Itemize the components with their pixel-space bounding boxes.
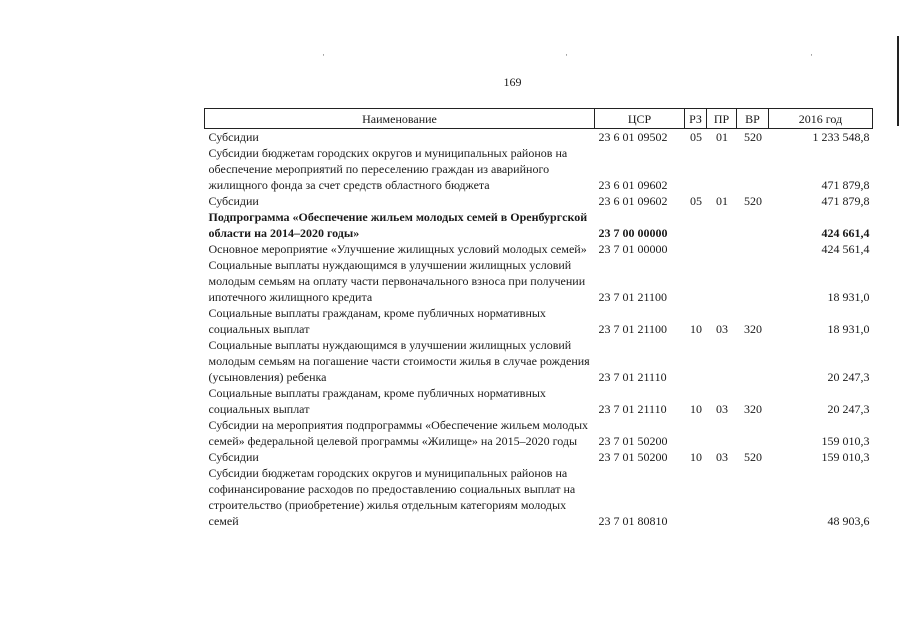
row-csr: 23 6 01 09502 [598, 130, 668, 144]
row-vr: 520 [744, 130, 762, 144]
row-pr [707, 145, 737, 193]
scan-speck: · [810, 50, 813, 60]
row-rz: 05 [690, 194, 702, 208]
row-vr: 320 [744, 322, 762, 336]
row-csr: 23 7 01 00000 [598, 242, 668, 256]
table-body [205, 129, 873, 530]
table-row [205, 129, 873, 146]
row-name: Субсидии [208, 450, 259, 464]
table-row [205, 337, 873, 385]
row-name: Социальные выплаты нуждающимся в улучшении жилищных условий молодым семьям на погашение части стоимости жилья в случае рождения (усыновления) ребенка [208, 338, 590, 384]
row-amount: 18 931,0 [827, 322, 870, 336]
row-name: Субсидии [208, 194, 259, 208]
row-rz: 10 [690, 322, 702, 336]
row-pr [707, 417, 737, 449]
row-amount: 471 879,8 [821, 178, 870, 192]
row-rz: 10 [690, 402, 702, 416]
row-csr: 23 7 01 21110 [598, 402, 667, 416]
row-csr: 23 7 01 50200 [598, 434, 668, 448]
row-csr: 23 7 01 21100 [598, 290, 668, 304]
header-rz: РЗ [685, 109, 707, 129]
table-row [205, 305, 873, 337]
row-amount: 18 931,0 [827, 290, 870, 304]
table-row [205, 193, 873, 209]
table-row [205, 385, 873, 417]
row-amount: 48 903,6 [827, 514, 870, 528]
row-name: Подпрограмма «Обеспечение жильем молодых семей в Оренбургской области на 2014–2020 годы» [208, 210, 588, 240]
row-name: Социальные выплаты гражданам, кроме публичных нормативных социальных выплат [208, 306, 546, 336]
row-rz [685, 465, 707, 529]
row-csr: 23 7 01 50200 [598, 450, 668, 464]
row-pr [707, 257, 737, 305]
row-vr [737, 465, 769, 529]
row-pr [707, 465, 737, 529]
row-name: Основное мероприятие «Улучшение жилищных условий молодых семей» [208, 242, 587, 256]
row-vr [737, 337, 769, 385]
header-csr: ЦСР [595, 109, 685, 129]
row-amount: 159 010,3 [821, 450, 870, 464]
row-rz [685, 145, 707, 193]
header-name: Наименование [205, 109, 595, 129]
header-year: 2016 год [769, 109, 873, 129]
row-csr: 23 7 01 21110 [598, 370, 667, 384]
budget-table [204, 108, 873, 529]
row-vr [737, 241, 769, 257]
row-pr: 01 [716, 130, 728, 144]
row-pr [707, 241, 737, 257]
header-vr: ВР [737, 109, 769, 129]
table-row [205, 449, 873, 465]
table-row [205, 465, 873, 529]
row-rz [685, 337, 707, 385]
row-pr: 01 [716, 194, 728, 208]
table-row [205, 417, 873, 449]
table-row [205, 241, 873, 257]
row-csr: 23 7 01 21100 [598, 322, 668, 336]
table-row [205, 257, 873, 305]
row-amount: 20 247,3 [827, 402, 870, 416]
row-vr [737, 145, 769, 193]
row-pr: 03 [716, 322, 728, 336]
row-csr: 23 7 01 80810 [598, 514, 668, 528]
row-pr [707, 337, 737, 385]
row-rz [685, 417, 707, 449]
table-row [205, 209, 873, 241]
row-vr [737, 417, 769, 449]
page-number: 169 [503, 75, 522, 89]
row-amount: 1 233 548,8 [812, 130, 870, 144]
row-name: Субсидии бюджетам городских округов и муниципальных районов на обеспечение мероприятий по переселению граждан из аварийного жилищного фонда за счет средств областного бюджета [208, 146, 568, 192]
row-vr [737, 209, 769, 241]
row-amount: 471 879,8 [821, 194, 870, 208]
row-csr: 23 6 01 09602 [598, 178, 668, 192]
row-pr: 03 [716, 402, 728, 416]
row-csr: 23 6 01 09602 [598, 194, 668, 208]
row-vr: 520 [744, 194, 762, 208]
row-vr: 520 [744, 450, 762, 464]
table-header-row [205, 109, 873, 129]
row-amount: 159 010,3 [821, 434, 870, 448]
header-pr: ПР [707, 109, 737, 129]
row-name: Социальные выплаты нуждающимся в улучшении жилищных условий молодым семьям на оплату части первоначального взноса при получении ипотечного жилищного кредита [208, 258, 586, 304]
table-row [205, 145, 873, 193]
row-name: Субсидии на мероприятия подпрограммы «Обеспечение жильем молодых семей» федеральной целевой программы «Жилище» на 2015–2020 годы [208, 418, 589, 448]
row-rz [685, 241, 707, 257]
row-vr [737, 257, 769, 305]
row-name: Социальные выплаты гражданам, кроме публичных нормативных социальных выплат [208, 386, 546, 416]
row-amount: 424 661,4 [821, 226, 870, 240]
scan-speck: · [322, 50, 325, 60]
row-csr: 23 7 00 00000 [598, 226, 668, 240]
row-vr: 320 [744, 402, 762, 416]
scan-speck: · [565, 50, 568, 60]
row-name: Субсидии бюджетам городских округов и муниципальных районов на софинансирование расходов по предоставлению социальных выплат на строительство (приобретение) жилья отдельным категориям молодых семей [208, 466, 576, 528]
row-rz [685, 209, 707, 241]
row-pr: 03 [716, 450, 728, 464]
row-rz: 05 [690, 130, 702, 144]
row-rz: 10 [690, 450, 702, 464]
row-amount: 20 247,3 [827, 370, 870, 384]
row-name: Субсидии [208, 130, 259, 144]
row-pr [707, 209, 737, 241]
row-rz [685, 257, 707, 305]
row-amount: 424 561,4 [821, 242, 870, 256]
